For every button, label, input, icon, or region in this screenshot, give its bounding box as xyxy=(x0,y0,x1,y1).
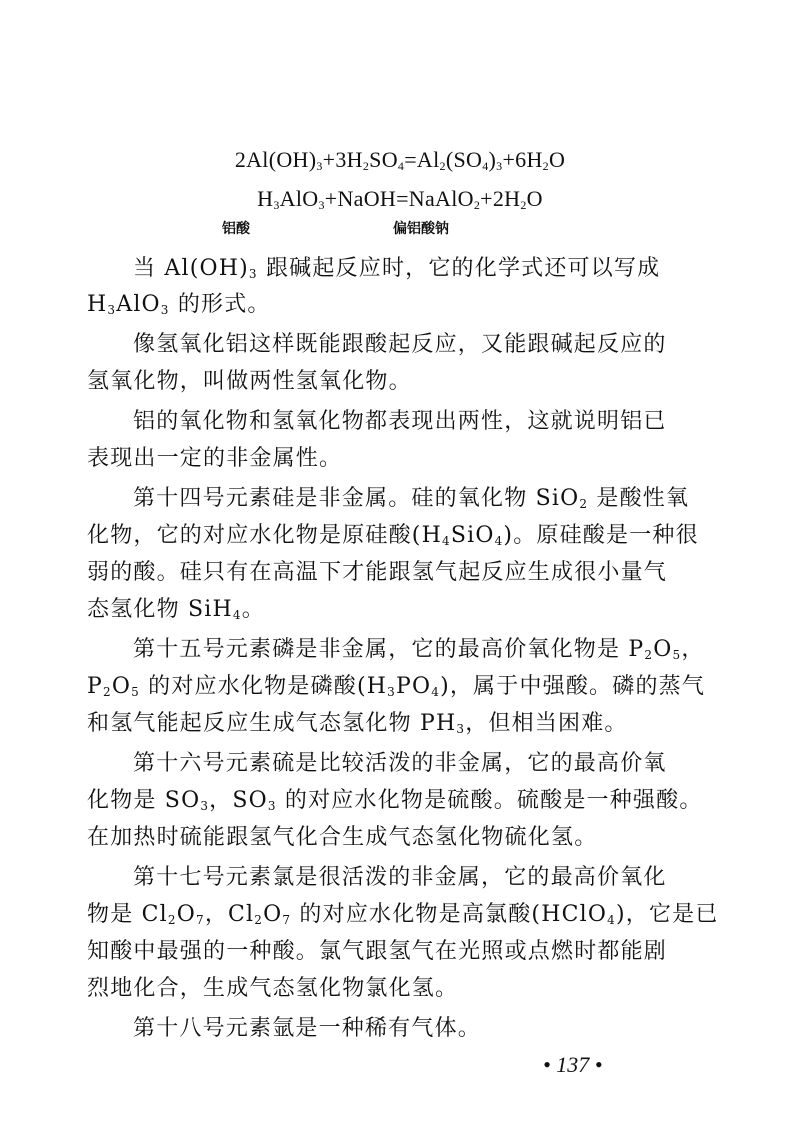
text-line: 第十六号元素硫是比较活泼的非金属，它的最高价氧 xyxy=(133,751,667,776)
subscript: 4 xyxy=(431,685,441,699)
subscript: 4 xyxy=(494,534,504,548)
subscript: 2 xyxy=(644,648,654,662)
text-line: 在加热时硫能跟氢气化合生成气态氢化物硫化氢。 xyxy=(87,825,598,850)
text-line: $P_2O_5$ 的对应水化物是磷酸$(H_3PO_4)$，属于中强酸。磷的蒸气 xyxy=(87,674,706,699)
text-line: 铝的氧化物和氢氧化物都表现出两性，这就说明铝已 xyxy=(133,409,667,434)
label-aluminic-acid: 铝酸 xyxy=(222,221,250,237)
text-line: 弱的酸。硅只有在高温下才能跟氢气起反应生成很小量气 xyxy=(87,560,668,585)
subscript: 7 xyxy=(282,913,292,927)
text-line: 第十五号元素磷是非金属，它的最高价氧化物是 $P_2O_5$， xyxy=(133,637,705,662)
subscript: 3 xyxy=(107,303,117,317)
text-line: 第十四号元素硅是非金属。硅的氧化物 SiO$_2$ 是酸性氧 xyxy=(133,486,690,511)
subscript: 7 xyxy=(195,913,205,927)
page-number: • 137 • xyxy=(543,1052,603,1077)
subscript: 4 xyxy=(397,159,405,173)
subscript: 3 xyxy=(160,303,170,317)
text-line: 像氢氧化铝这样既能跟酸起反应，又能跟碱起反应的 xyxy=(133,332,667,357)
subscript: 3 xyxy=(387,685,396,699)
subscript: 2 xyxy=(579,497,589,511)
subscript: 3 xyxy=(248,267,258,281)
subscript: 3 xyxy=(273,198,280,212)
text-line: 和氢气能起反应生成气态氢化物 $PH_3$，但相当困难。 xyxy=(87,711,628,736)
text-line: $H_3AlO_3$ 的形式。 xyxy=(87,292,271,317)
subscript: 4 xyxy=(441,534,451,548)
text-line: 化物，它的对应水化物是原硅酸$(H_4SiO_4)$。原硅酸是一种很 xyxy=(87,523,699,548)
equation-aluminum-hydroxide-sulfuric-acid: $2Al(OH)_3+3H_2SO_4=Al_2(SO_4)_3+6H_2O$ xyxy=(234,147,566,173)
equation-labels xyxy=(0,218,800,238)
text-line: 表现出一定的非金属性。 xyxy=(87,446,343,471)
text-line: 第十七号元素氯是很活泼的非金属，它的最高价氧化 xyxy=(133,865,667,890)
text-line: 第十八号元素氩是一种稀有气体。 xyxy=(133,1016,482,1041)
subscript: 4 xyxy=(232,608,242,622)
subscript: 2 xyxy=(362,159,370,173)
subscript: 2 xyxy=(542,159,549,173)
label-sodium-metaaluminate: 偏铝酸钠 xyxy=(393,221,449,237)
subscript: 2 xyxy=(167,913,177,927)
subscript: 3 xyxy=(316,159,323,173)
text-line: 当 $Al(OH)_3$ 跟碱起反应时，它的化学式还可以写成 xyxy=(133,256,661,281)
subscript: 2 xyxy=(520,198,527,212)
equation-aluminic-acid-sodium-hydroxide: $H_3AlO_3+NaOH=NaAlO_2+2H_2O$ xyxy=(257,186,543,212)
text-line: 氢氧化物，叫做两性氢氧化物。 xyxy=(87,369,412,394)
subscript: 4 xyxy=(482,159,489,173)
subscript: 2 xyxy=(103,685,112,699)
text-line: 态氢化物 SiH$_4$。 xyxy=(87,597,265,622)
subscript: 5 xyxy=(131,685,140,699)
subscript: 4 xyxy=(607,913,616,927)
subscript: 3 xyxy=(200,799,210,813)
subscript: 3 xyxy=(456,722,466,736)
text-line: 物是 $Cl_2O_7$，$Cl_2O_7$ 的对应水化物是高氯酸(HClO$_4$)，它是已 xyxy=(87,902,719,927)
subscript: 2 xyxy=(473,198,481,212)
text-line: 化物是 $SO_3$，$SO_3$ 的对应水化物是硫酸。硫酸是一种强酸。 xyxy=(87,788,703,813)
text-line: 烈地化合，生成气态氢化物氯化氢。 xyxy=(87,976,459,1001)
subscript: 2 xyxy=(254,913,264,927)
subscript: 3 xyxy=(496,159,503,173)
subscript: 3 xyxy=(318,198,325,212)
subscript: 5 xyxy=(672,648,682,662)
text-line: 知酸中最强的一种酸。氯气跟氢气在光照或点燃时都能剧 xyxy=(87,939,668,964)
subscript: 2 xyxy=(439,159,446,173)
subscript: 3 xyxy=(267,799,277,813)
